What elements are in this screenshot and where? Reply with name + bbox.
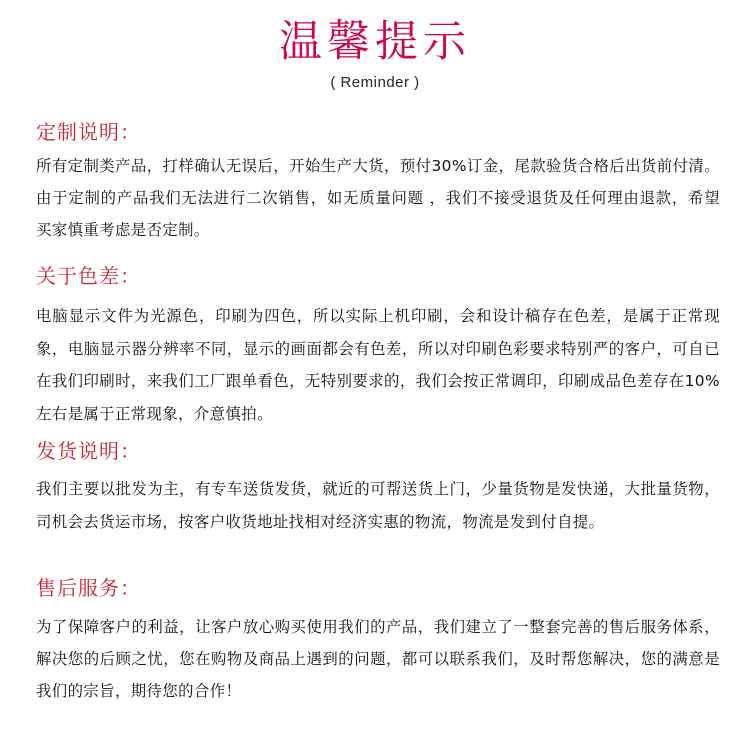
section-after-sales	[36, 574, 720, 707]
section-heading: 发货说明：	[36, 439, 141, 463]
section-body: 我们主要以批发为主，有专车送货发货，就近的可帮送货上门，少量货物是发快递，大批量货物，司机会去货运市场，按客户收货地址找相对经济实惠的物流，物流是发到付自提。	[36, 480, 720, 531]
page-subtitle: ( Reminder )	[330, 74, 420, 91]
section-color-difference	[36, 262, 720, 430]
section-customization	[36, 118, 720, 246]
section-shipping	[36, 437, 720, 539]
section-body: 电脑显示文件为光源色，印刷为四色，所以实际上机印刷，会和设计稿存在色差，是属于正常现象，电脑显示器分辨率不同，显示的画面都会有色差，所以对印刷色彩要求特别严的客户，可自已在我们印刷时，来我们工厂跟单看色，无特别要求的，我们会按正常调印，印刷成品色差存在10%左右是属于正常现象，介意慎拍。	[36, 307, 720, 423]
section-heading: 定制说明：	[36, 120, 141, 144]
section-body: 所有定制类产品，打样确认无误后，开始生产大货，预付30%订金，尾款验货合格后出货前付清。由于定制的产品我们无法进行二次销售，如无质量问题 ，我们不接受退货及任何理由退款，希望买家慎重考虑是否定制。	[36, 157, 720, 239]
section-heading: 关于色差：	[36, 264, 141, 288]
section-body: 为了保障客户的利益，让客户放心购买使用我们的产品，我们建立了一整套完善的售后服务体系，解决您的后顾之忧，您在购物及商品上遇到的问题，都可以联系我们，及时帮您解决，您的满意是我们的宗旨，期待您的合作！	[36, 618, 720, 700]
section-heading: 售后服务：	[36, 576, 141, 600]
page-title: 温馨提示	[279, 17, 471, 67]
